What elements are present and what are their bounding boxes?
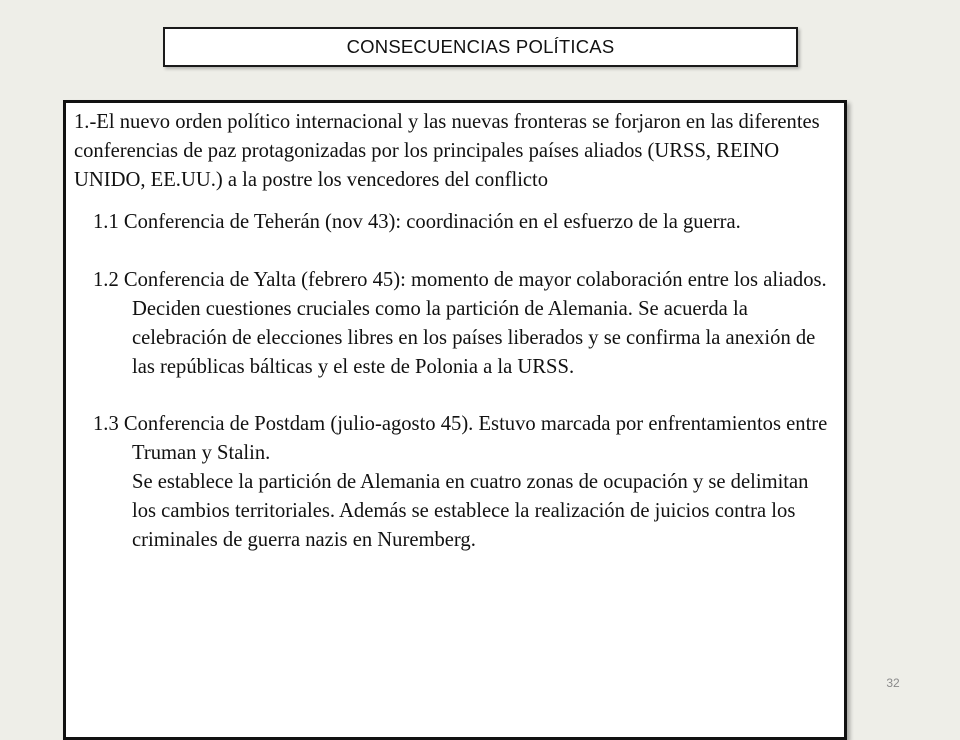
conference-item-teheran: 1.1 Conferencia de Teherán (nov 43): coordinación en el esfuerzo de la guerra.: [93, 211, 741, 234]
conference-item-postdam: 1.3 Conferencia de Postdam (julio-agosto 45). Estuvo marcada por enfrentamientos entre Truman y Stalin.: [93, 413, 828, 465]
intro-paragraph: 1.-El nuevo orden político internacional y las nuevas fronteras se forjaron en las diferentes conferencias de paz protagonizadas por los principales países aliados (URSS, REINO UNIDO, EE.UU.) a la postre los vencedores del conflicto: [74, 111, 820, 191]
slide-title: CONSECUENCIAS POLÍTICAS: [346, 36, 615, 57]
conference-item-yalta: 1.2 Conferencia de Yalta (febrero 45): momento de mayor colaboración entre los aliados. Deciden cuestiones cruciales como la partición de Alemania. Se acuerda la celebración de elecciones libres en los países liberados y se confirma la anexión de las repúblicas bálticas y el este de Polonia a la URSS.: [93, 269, 827, 378]
slide-title-box: [163, 27, 798, 67]
conference-item-postdam-detail: Se establece la partición de Alemania en cuatro zonas de ocupación y se delimitan los cambios territoriales. Además se establece la realización de juicios contra los criminales de guerra nazis en Nuremberg.: [132, 470, 809, 551]
page-number: 32: [886, 676, 900, 690]
content-box: [63, 100, 847, 740]
